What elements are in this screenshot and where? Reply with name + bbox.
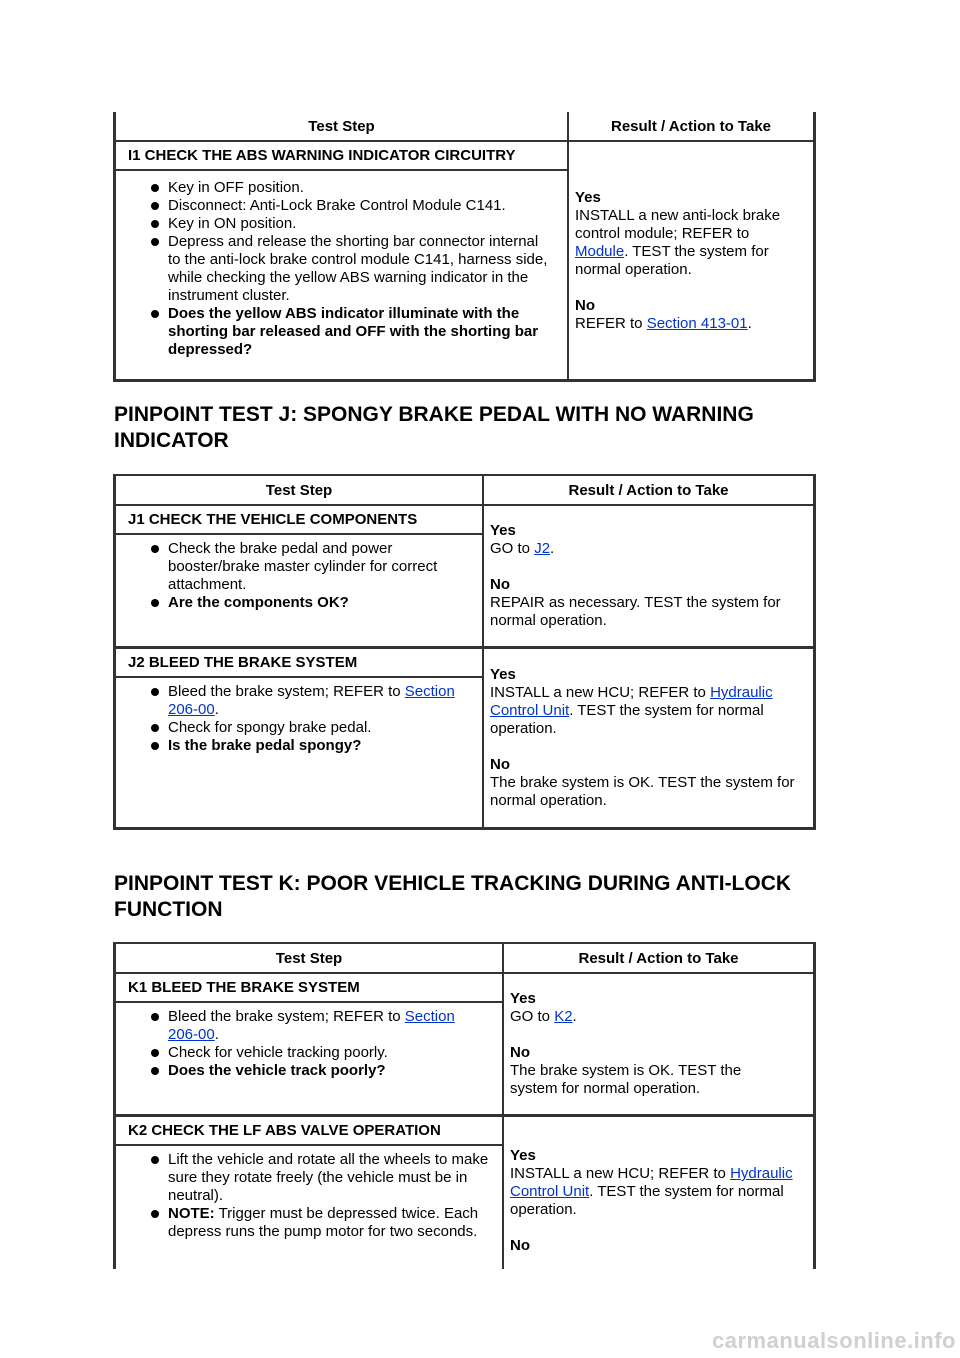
module-link[interactable]: Module bbox=[575, 242, 625, 260]
result-i1-yes-text: INSTALL a new anti-lock brake control module; REFER to bbox=[575, 206, 781, 242]
section-413-01-link[interactable]: Section 413-01 bbox=[646, 314, 748, 332]
pinpoint-table-j bbox=[113, 474, 816, 830]
result-j1-yes-text: GO to bbox=[490, 540, 531, 557]
note-label: NOTE: bbox=[168, 1205, 215, 1222]
step-i1-item: Depress and release the shorting bar connector internal to the anti-lock brake control module C141, harness side, while checking the yellow ABS warning indicator in the instrument cluster. bbox=[168, 233, 567, 305]
result-k1-yes-text: GO to bbox=[510, 1008, 551, 1025]
result-k1-yes-text2: . bbox=[572, 1008, 577, 1025]
step-i1-title: I1 CHECK THE ABS WARNING INDICATOR CIRCUITRY bbox=[115, 141, 569, 170]
step-i1-item: Key in ON position. bbox=[168, 215, 567, 233]
k2-link[interactable]: K2 bbox=[554, 1008, 573, 1025]
step-j2-item bbox=[168, 683, 482, 719]
step-j1-question: Are the components OK? bbox=[168, 594, 482, 612]
result-k1-no-text: The brake system is OK. TEST the system for normal operation. bbox=[510, 1062, 742, 1097]
step-j2-item: Check for spongy brake pedal. bbox=[168, 719, 482, 737]
result-k2-yes-label: Yes bbox=[510, 1147, 536, 1164]
result-j1-yes-text2: . bbox=[550, 540, 555, 557]
step-i1-question: Does the yellow ABS indicator illuminate with the shorting bar released and OFF with the shorting bar depressed? bbox=[168, 305, 567, 359]
result-k2-yes-text2: . TEST the system for normal operation. bbox=[510, 1183, 784, 1218]
result-i1-no-text2: . bbox=[747, 314, 752, 332]
result-j1 bbox=[483, 505, 815, 648]
pinpoint-table-k bbox=[113, 942, 816, 1269]
watermark: carmanualsonline.info bbox=[712, 1328, 956, 1353]
step-k1-title: K1 BLEED THE BRAKE SYSTEM bbox=[115, 973, 504, 1002]
header-test-step: Test Step bbox=[115, 475, 484, 505]
step-j2-item-text: Bleed the brake system; REFER to bbox=[168, 683, 401, 700]
result-i1-no-label: No bbox=[575, 296, 595, 314]
section-206-00-link[interactable]: Section 206-00 bbox=[168, 683, 455, 718]
pinpoint-test-j-title: PINPOINT TEST J: SPONGY BRAKE PEDAL WITH NO WARNING INDICATOR bbox=[114, 403, 754, 452]
step-k1-item-text2: . bbox=[214, 1026, 219, 1043]
step-k1-item bbox=[168, 1008, 502, 1044]
result-j1-yes-label: Yes bbox=[490, 522, 516, 539]
note-text: Trigger must be depressed twice. Each depress runs the pump motor for two seconds. bbox=[168, 1205, 479, 1240]
result-k1 bbox=[503, 973, 815, 1116]
result-i1-yes-label: Yes bbox=[575, 188, 601, 206]
step-j2-body bbox=[115, 677, 484, 829]
hydraulic-control-unit-link[interactable]: Hydraulic Control Unit bbox=[490, 684, 773, 719]
step-k1-question: Does the vehicle track poorly? bbox=[168, 1062, 502, 1080]
pinpoint-table-i bbox=[113, 112, 816, 382]
header-result-action: Result / Action to Take bbox=[503, 943, 815, 973]
result-j2-no-text: The brake system is OK. TEST the system for normal operation. bbox=[490, 774, 795, 809]
pinpoint-test-k-title: PINPOINT TEST K: POOR VEHICLE TRACKING DURING ANTI-LOCK FUNCTION bbox=[114, 872, 792, 921]
header-result-action: Result / Action to Take bbox=[568, 112, 815, 141]
result-i1-yes-text2: . TEST the system for normal operation. bbox=[575, 242, 769, 278]
result-i1 bbox=[568, 141, 815, 381]
result-j2-yes-text: INSTALL a new HCU; REFER to bbox=[490, 684, 706, 701]
step-k2-note bbox=[168, 1205, 502, 1241]
step-i1-body bbox=[115, 170, 569, 381]
result-k2-yes-text: INSTALL a new HCU; REFER to bbox=[510, 1165, 726, 1182]
header-test-step: Test Step bbox=[115, 112, 569, 141]
header-test-step: Test Step bbox=[115, 943, 504, 973]
step-j2-title: J2 BLEED THE BRAKE SYSTEM bbox=[115, 648, 484, 678]
step-k1-body bbox=[115, 1002, 504, 1116]
step-j1-title: J1 CHECK THE VEHICLE COMPONENTS bbox=[115, 505, 484, 534]
step-k2-body bbox=[115, 1145, 504, 1269]
result-j2 bbox=[483, 648, 815, 829]
step-k1-item-text: Bleed the brake system; REFER to bbox=[168, 1008, 401, 1025]
result-k1-no-label: No bbox=[510, 1044, 530, 1061]
result-k2-no-label: No bbox=[510, 1237, 530, 1254]
step-j2-item-text2: . bbox=[214, 701, 219, 718]
result-j2-no-label: No bbox=[490, 756, 510, 773]
result-j1-no-text: REPAIR as necessary. TEST the system for normal operation. bbox=[490, 594, 781, 629]
result-i1-no-text: REFER to bbox=[575, 314, 643, 332]
hydraulic-control-unit-link[interactable]: Hydraulic Control Unit bbox=[510, 1165, 793, 1200]
step-j2-question: Is the brake pedal spongy? bbox=[168, 737, 482, 755]
section-206-00-link[interactable]: Section 206-00 bbox=[168, 1008, 455, 1043]
step-i1-item: Key in OFF position. bbox=[168, 179, 567, 197]
step-j1-item: Check the brake pedal and power booster/brake master cylinder for correct attachment. bbox=[168, 540, 482, 594]
step-i1-item: Disconnect: Anti-Lock Brake Control Module C141. bbox=[168, 197, 567, 215]
header-result-action: Result / Action to Take bbox=[483, 475, 815, 505]
j2-link[interactable]: J2 bbox=[534, 540, 551, 557]
result-k2 bbox=[503, 1116, 815, 1270]
step-k1-item: Check for vehicle tracking poorly. bbox=[168, 1044, 502, 1062]
result-k1-yes-label: Yes bbox=[510, 990, 536, 1007]
step-j1-body bbox=[115, 534, 484, 648]
result-j2-yes-text2: . TEST the system for normal operation. bbox=[490, 702, 764, 737]
result-j1-no-label: No bbox=[490, 576, 510, 593]
step-k2-item: Lift the vehicle and rotate all the wheels to make sure they rotate freely (the vehicle must be in neutral). bbox=[168, 1151, 502, 1205]
result-j2-yes-label: Yes bbox=[490, 666, 516, 683]
step-k2-title: K2 CHECK THE LF ABS VALVE OPERATION bbox=[115, 1116, 504, 1146]
